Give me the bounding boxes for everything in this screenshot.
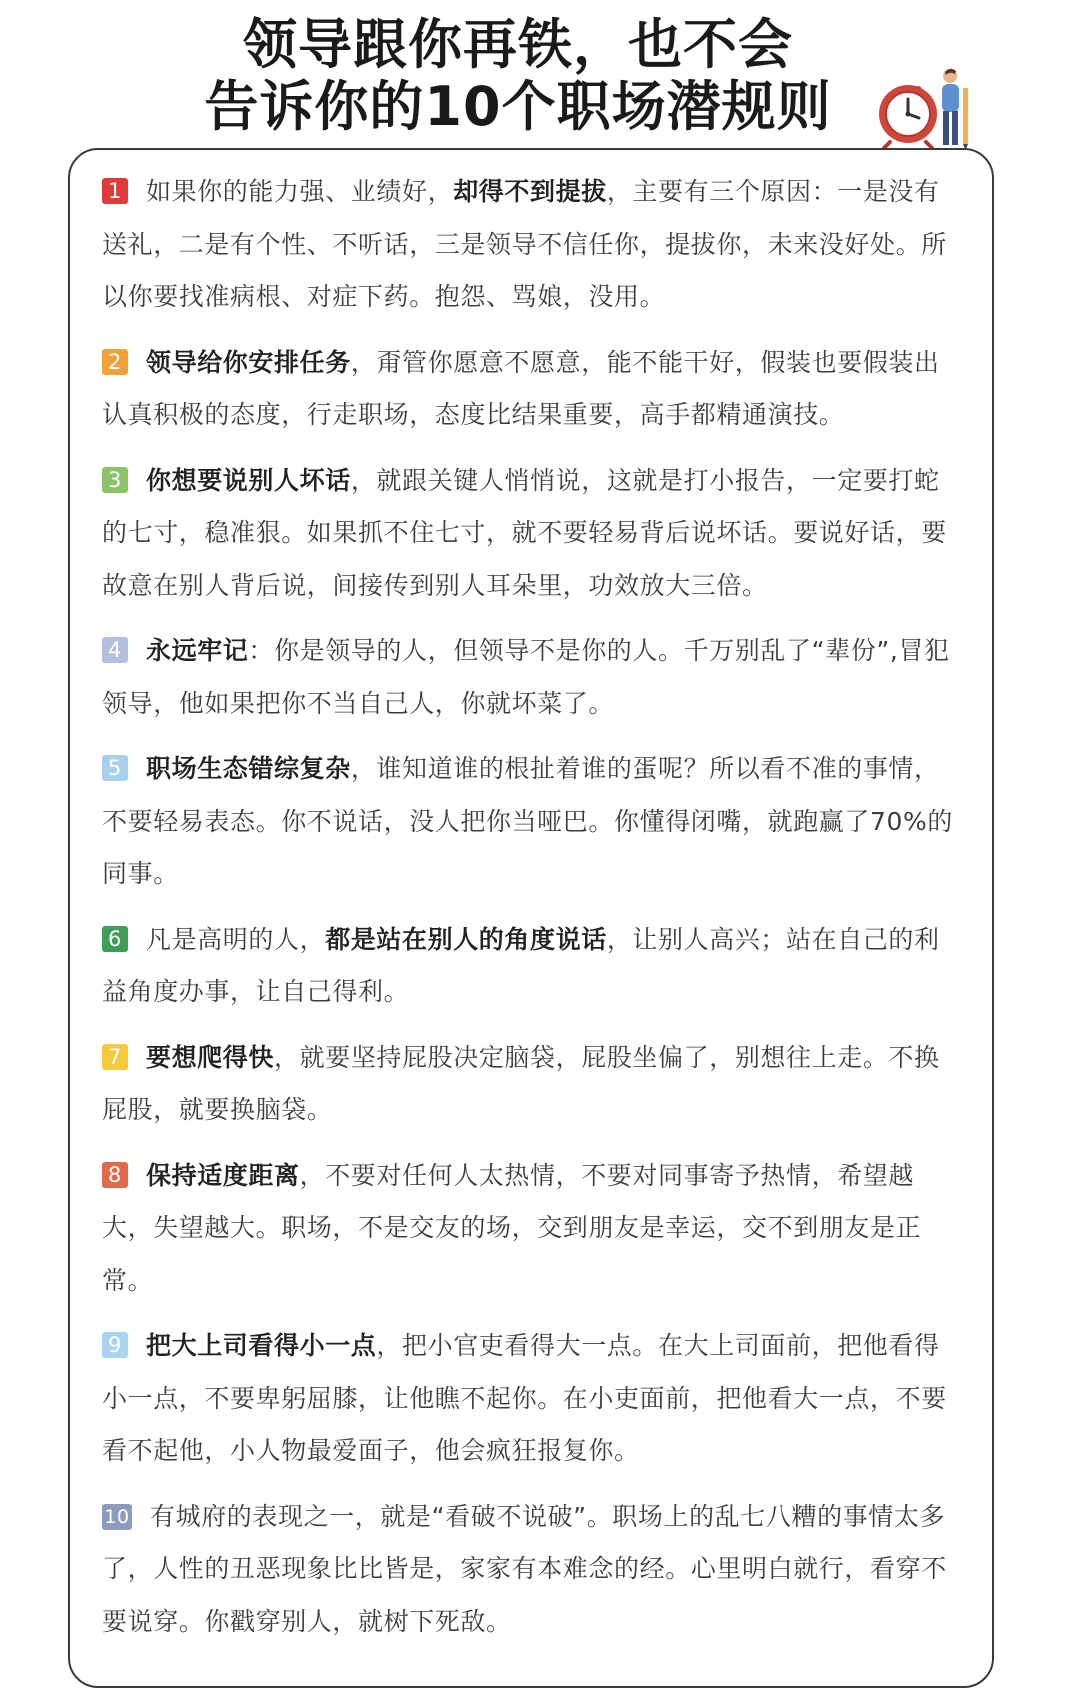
rule-item: [102, 914, 964, 1019]
rule-emphasis: 你想要说别人坏话: [146, 465, 351, 495]
rule-text: ，把小官吏看得大一点。在大上司面前，把他看得小一点，不要卑躬屈膝，让他瞧不起你。在小吏面前，把他看大一点，不要看不起他，小人物最爱面子，他会疯狂报复你。: [102, 1331, 947, 1465]
rule-item: [102, 1491, 964, 1649]
rule-emphasis: 保持适度距离: [146, 1160, 300, 1190]
rule-item: [102, 455, 964, 613]
rule-number-badge: 10: [102, 1504, 132, 1530]
rule-item: [102, 1320, 964, 1478]
rule-text: ，谁知道谁的根扯着谁的蛋呢？所以看不准的事情，不要轻易表态。你不说话，没人把你当哑巴。你懂得闭嘴，就跑赢了70%的同事。: [102, 754, 953, 888]
rule-item: [102, 1150, 964, 1308]
rule-number-badge: 3: [102, 467, 128, 493]
rule-number-badge: 4: [102, 637, 128, 663]
header: [0, 0, 1080, 150]
rule-text: 如果你的能力强、业绩好，: [146, 177, 454, 206]
rule-text: ，就要坚持屁股决定脑袋，屁股坐偏了，别想往上走。不换屁股，就要换脑袋。: [102, 1042, 940, 1124]
rule-number-badge: 2: [102, 349, 128, 375]
clock-person-illustration: [872, 66, 972, 150]
rule-item: [102, 743, 964, 901]
rule-text: ：你是领导的人，但领导不是你的人。千万别乱了“辈份”,冒犯领导，他如果把你不当自己人，你就坏菜了。: [102, 636, 950, 718]
rule-text: 有城府的表现之一，就是“看破不说破”。职场上的乱七八糟的事情太多了，人性的丑恶现象比比皆是，家家有本难念的经。心里明白就行，看穿不要说穿。你戳穿别人，就树下死敌。: [102, 1501, 947, 1636]
rule-item: [102, 1032, 964, 1137]
rule-item: [102, 337, 964, 442]
rule-text: ，不要对任何人太热情，不要对同事寄予热情，希望越大，失望越大。职场，不是交友的场，交到朋友是幸运，交不到朋友是正常。: [102, 1160, 922, 1295]
page-title-line-1: 领导跟你再铁，也不会: [243, 13, 793, 76]
rule-item: [102, 166, 964, 324]
rule-text: ，甭管你愿意不愿意，能不能干好，假装也要假装出认真积极的态度，行走职场，态度比结果重要，高手都精通演技。: [102, 347, 940, 429]
rule-emphasis: 要想爬得快: [146, 1042, 275, 1072]
rule-emphasis: 永远牢记: [146, 636, 249, 665]
rules-list: [102, 166, 964, 1661]
rule-number-badge: 7: [102, 1044, 128, 1070]
rule-emphasis: 都是站在别人的角度说话: [325, 924, 607, 954]
rule-emphasis: 领导给你安排任务: [146, 347, 351, 377]
rule-emphasis: 把大上司看得小一点: [146, 1331, 377, 1360]
rule-text: ，就跟关键人悄悄说，这就是打小报告，一定要打蛇的七寸，稳准狠。如果抓不住七寸，就不要轻易背后说坏话。要说好话，要故意在别人背后说，间接传到别人耳朵里，功效放大三倍。: [102, 465, 947, 600]
rule-text: ，让别人高兴；站在自己的利益角度办事，让自己得利。: [102, 924, 940, 1006]
rule-number-badge: 9: [102, 1332, 128, 1358]
rule-number-badge: 6: [102, 926, 128, 952]
rule-item: [102, 625, 964, 730]
rule-emphasis: 职场生态错综复杂: [146, 754, 351, 783]
rule-number-badge: 1: [102, 178, 128, 204]
page-title-line-2: 告诉你的10个职场潜规则: [204, 75, 832, 138]
rule-number-badge: 5: [102, 755, 128, 781]
rule-text: ，主要有三个原因：一是没有送礼，二是有个性、不听话，三是领导不信任你，提拔你，未来没好处。所以你要找准病根、对症下药。抱怨、骂娘，没用。: [102, 177, 947, 311]
rule-number-badge: 8: [102, 1162, 128, 1188]
rule-text: 凡是高明的人，: [146, 924, 326, 954]
rule-emphasis: 却得不到提拔: [453, 177, 607, 206]
